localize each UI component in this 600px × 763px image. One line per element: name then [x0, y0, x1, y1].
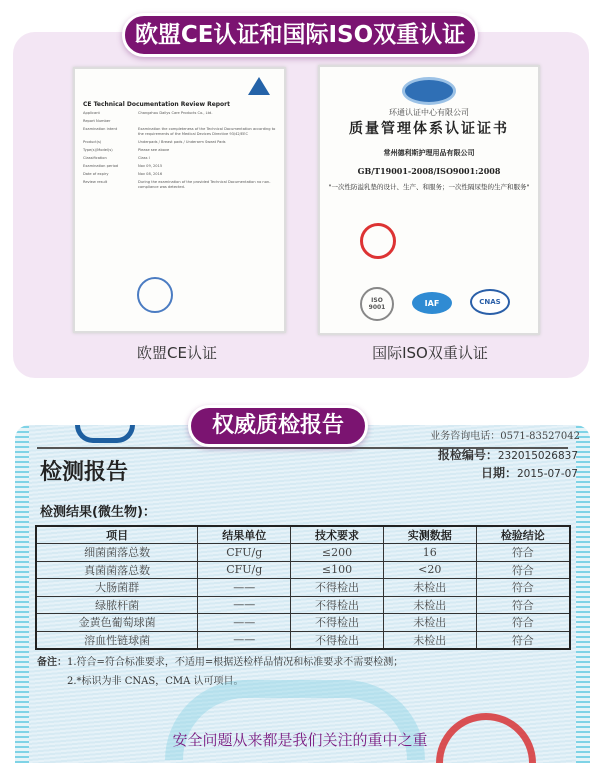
iso-cert-standard: GB/T19001-2008/ISO9001:2008 [357, 166, 501, 176]
ce-row-value: Please see above [138, 148, 170, 152]
table-cell: 符合 [476, 579, 570, 597]
table-cell: —— [198, 579, 291, 597]
table-cell: 溶血性链球菌 [36, 631, 198, 649]
table-cell: 符合 [476, 561, 570, 579]
table-cell: 绿脓杆菌 [36, 596, 198, 614]
ce-row-key: Type(s)/Model(s) [83, 148, 113, 152]
ce-cert-row [83, 127, 276, 137]
note-1: 1.符合=符合标准要求，不适用=根据送检样品情况和标准要求不需要检测； [67, 657, 404, 668]
lab-logo-icon [75, 425, 135, 443]
table-cell: —— [198, 596, 291, 614]
ce-cert-row [83, 180, 276, 190]
column-header: 结果单位 [198, 526, 291, 544]
column-header: 检验结论 [476, 526, 570, 544]
table-cell: 16 [383, 544, 476, 562]
ce-row-key: Product(s) [83, 140, 102, 144]
ce-row-key: Review result [83, 180, 108, 184]
ce-caption: 欧盟CE认证 [137, 344, 217, 362]
ce-cert-row [83, 140, 276, 145]
ce-cert-row [83, 148, 276, 153]
table-cell: 大肠菌群 [36, 579, 198, 597]
table-row [36, 596, 570, 614]
report-border-right [576, 425, 590, 763]
table-header-row [36, 526, 570, 544]
ce-cert-row [83, 156, 276, 161]
report-date: 2015-07-07 [516, 468, 578, 480]
table-row [36, 631, 570, 649]
tuv-seal-icon [137, 277, 173, 313]
iso-cert-org: 环通认证中心有限公司 [389, 108, 469, 117]
ce-row-value: Examination the completeness of the Technical Documentation according to the requirements of the Medical Devices Directive 93/42/EEC [138, 127, 276, 136]
table-row [36, 544, 570, 562]
table-cell: ≤100 [291, 561, 384, 579]
column-header: 技术要求 [291, 526, 384, 544]
phone-text: 业务咨询电话：0571-83527042 [430, 431, 580, 442]
ce-certificate-image [73, 67, 286, 333]
globe-logo-icon [402, 77, 456, 105]
iaf-logo-icon: IAF [412, 292, 452, 314]
iso-caption: 国际ISO双重认证 [372, 344, 488, 362]
report-heading: 权威质检报告 [188, 405, 368, 447]
ce-cert-row [83, 119, 276, 124]
ce-row-value: Nov 09, 2015 [138, 164, 163, 168]
ce-row-value: Underpads / Breast pads / Underarm Sweat Pads [138, 140, 226, 144]
table-cell: —— [198, 614, 291, 632]
ce-row-key: Applicant [83, 111, 100, 115]
table-row [36, 561, 570, 579]
table-cell: ≤200 [291, 544, 384, 562]
table-cell: <20 [383, 561, 476, 579]
ce-row-key: Examination intent [83, 127, 118, 131]
ce-cert-row [83, 164, 276, 169]
notes-label: 备注： [37, 657, 67, 668]
table-cell: 不得检出 [291, 596, 384, 614]
test-report-image [15, 425, 590, 763]
note-2: 2.*标识为非 CNAS，CMA 认可项目。 [67, 676, 244, 687]
report-border-left [15, 425, 29, 763]
red-seal-icon [360, 223, 396, 259]
table-cell: 真菌菌落总数 [36, 561, 198, 579]
iso-cert-company: 常州德利斯护理用品有限公司 [383, 149, 475, 157]
table-cell: CFU/g [198, 561, 291, 579]
iso9001-logo-icon: ISO 9001 [360, 287, 394, 321]
iso-certificate-image [318, 65, 540, 335]
column-header: 实测数据 [383, 526, 476, 544]
cnas-logo-icon: CNAS [470, 289, 510, 315]
table-cell: 符合 [476, 596, 570, 614]
table-cell: —— [198, 631, 291, 649]
table-cell: 未检出 [383, 614, 476, 632]
ce-cert-heading: CE Technical Documentation Review Report [83, 101, 231, 108]
column-header: 项目 [36, 526, 198, 544]
ce-row-key: Classification [83, 156, 107, 160]
table-row [36, 614, 570, 632]
report-no-label: 报检编号： [437, 448, 498, 462]
ce-row-value: Nov 08, 2016 [138, 172, 163, 176]
ce-row-key: Date of expiry [83, 172, 109, 176]
ce-row-value: Changzhou Dailys Care Products Co., Ltd. [138, 111, 213, 115]
report-title: 检测报告 [40, 460, 129, 485]
results-table [35, 525, 571, 650]
certification-heading: 欧盟CE认证和国际ISO双重认证 [122, 13, 478, 57]
table-cell: 细菌菌落总数 [36, 544, 198, 562]
ce-row-value: Class I [138, 156, 150, 160]
report-meta [438, 447, 578, 483]
tuv-logo-icon [248, 77, 270, 95]
ce-cert-row [83, 111, 276, 116]
safety-slogan: 安全问题从来都是我们关注的重中之重 [172, 731, 428, 749]
table-cell: 未检出 [383, 631, 476, 649]
iso-cert-title: 质量管理体系认证证书 [349, 121, 509, 137]
table-cell: 金黄色葡萄球菌 [36, 614, 198, 632]
ce-cert-row [83, 172, 276, 177]
table-cell: 不得检出 [291, 579, 384, 597]
date-label: 日期： [480, 466, 517, 480]
table-cell: CFU/g [198, 544, 291, 562]
ce-row-key: Examination period [83, 164, 119, 168]
table-cell: 不得检出 [291, 631, 384, 649]
ce-row-key: Report Number [83, 119, 111, 123]
table-cell: 符合 [476, 631, 570, 649]
report-no: 232015026837 [497, 450, 578, 462]
ce-row-value: During the examination of the provided Technical Documentation no non-compliance was detected. [138, 180, 271, 189]
results-label: 检测结果(微生物)： [40, 505, 156, 520]
iso-cert-scope: "一次性防溢乳垫的设计、生产、和服务；一次性隔尿垫的生产和服务" [328, 183, 530, 191]
table-cell: 符合 [476, 544, 570, 562]
table-cell: 未检出 [383, 579, 476, 597]
table-cell: 符合 [476, 614, 570, 632]
table-cell: 不得检出 [291, 614, 384, 632]
table-row [36, 579, 570, 597]
table-cell: 未检出 [383, 596, 476, 614]
